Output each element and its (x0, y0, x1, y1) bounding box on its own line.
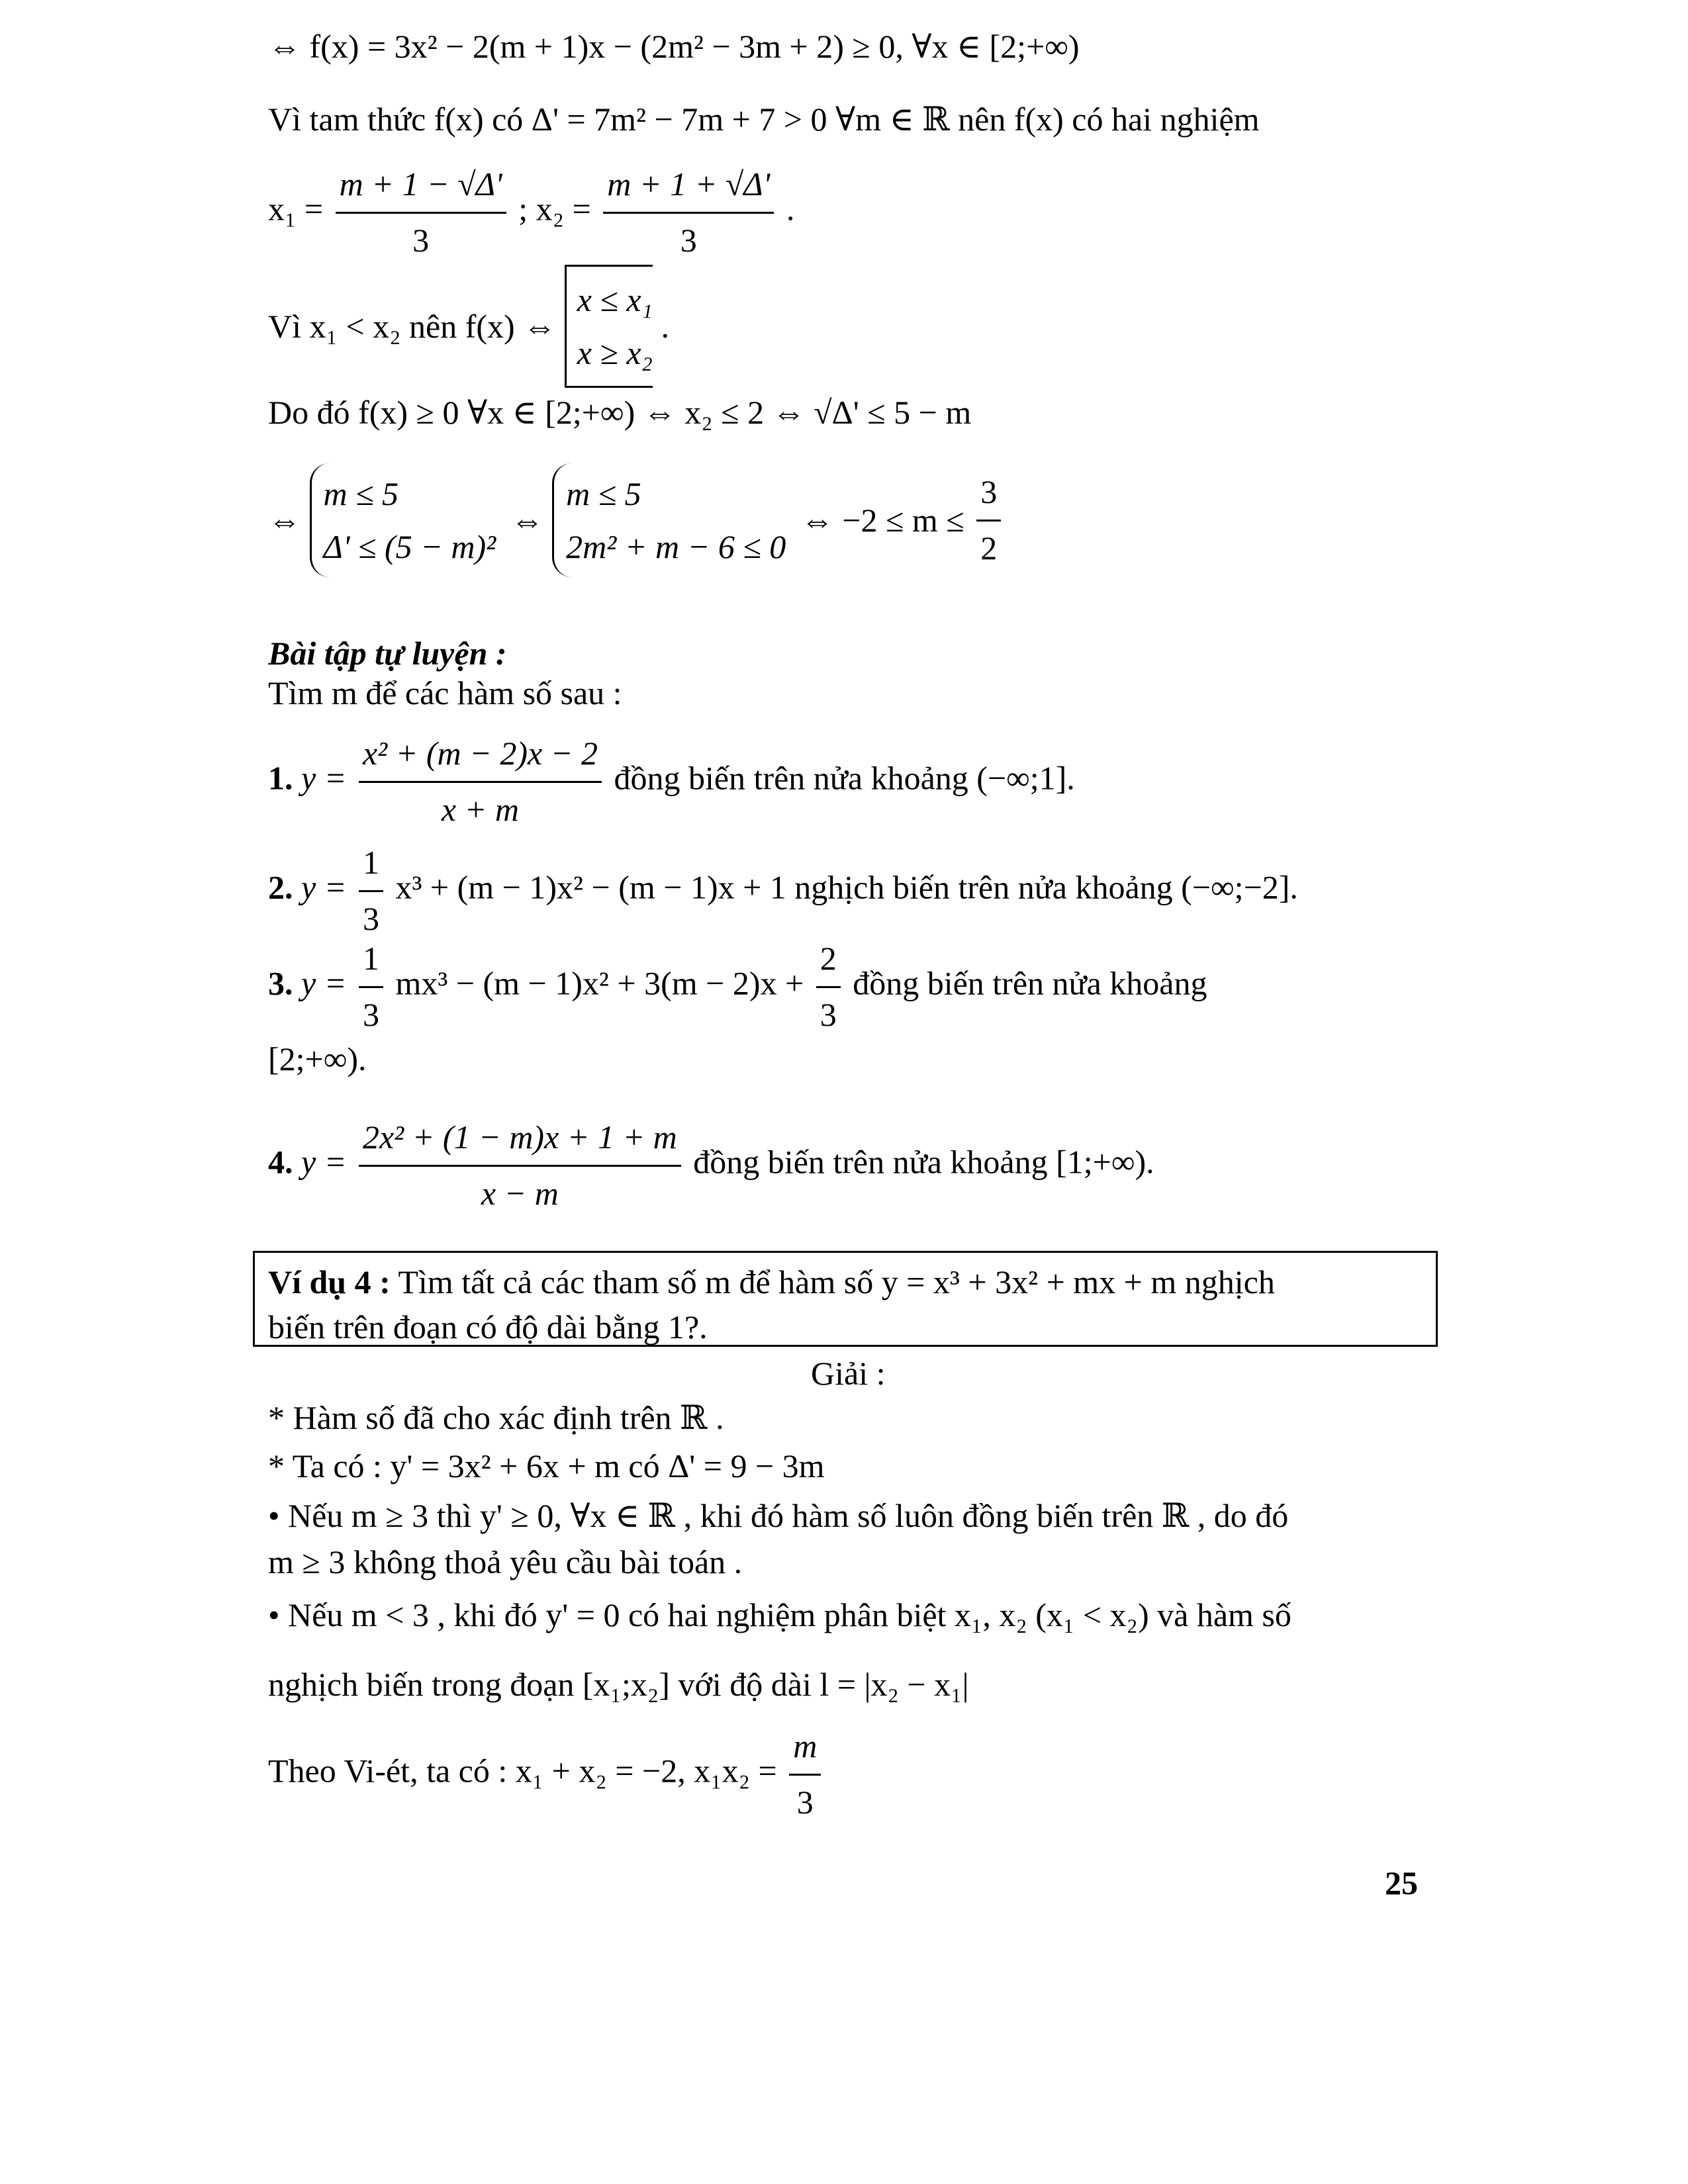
x1-denominator: 3 (412, 221, 430, 259)
roots-period: . (786, 190, 795, 228)
exercise-2-den: 3 (362, 899, 379, 937)
system-2 (552, 463, 786, 577)
solution-title: Giải : (811, 1355, 886, 1392)
system-1-row-2: Δ' ≤ (5 − m)² (323, 528, 496, 565)
page-number: 25 (1385, 1864, 1418, 1901)
equiv-2: ⇔ (510, 502, 544, 539)
exercises-intro: Tìm m để các hàm số sau : (268, 674, 622, 711)
x2-label: ; x₂ = (518, 190, 591, 228)
system-1 (310, 463, 496, 577)
discriminant-line: Vì tam thức f(x) có Δ' = 7m² − 7m + 7 > 0 ∀m ∈ ℝ nên f(x) có hai nghiệm (268, 101, 1260, 138)
exercise-1-num: x² + (m − 2)x − 2 (359, 735, 602, 783)
exercise-3-label: 3. (268, 964, 293, 1002)
solution-step-3: • Nếu m ≥ 3 thì y' ≥ 0, ∀x ∈ ℝ , khi đó hàm số luôn đồng biến trên ℝ , do đó (268, 1497, 1289, 1534)
solution-step-7 (268, 1727, 825, 1821)
exercise-3-f2-den: 3 (820, 995, 837, 1033)
roots-line (268, 165, 794, 259)
equiv-1: ⇔ (268, 502, 301, 539)
exercise-1-lhs: y = (301, 759, 347, 797)
exercise-2 (268, 844, 1298, 938)
exercises-heading: Bài tập tự luyện : (268, 635, 507, 672)
x1-numerator: m + 1 − √Δ' (336, 165, 506, 214)
exercise-3-tail: đồng biến trên nửa khoảng (853, 964, 1207, 1002)
cases-line (268, 265, 669, 388)
exercise-1-label: 1. (268, 759, 293, 797)
example-text-1: Tìm tất cả các tham số m để hàm số y = x³ + 3x² + mx + m nghịch (398, 1263, 1275, 1300)
x2-numerator: m + 1 + √Δ' (603, 165, 774, 214)
exercise-3-mid: mx³ − (m − 1)x² + 3(m − 2)x + (395, 964, 804, 1002)
cases-bracket (565, 265, 653, 388)
final-range: ⇔ −2 ≤ m ≤ (800, 502, 964, 539)
exercise-3-f2-num: 2 (816, 940, 841, 988)
system-1-row-1: m ≤ 5 (323, 475, 399, 512)
cases-lead: Vì x₁ < x₂ nên f(x) ⇔ (268, 308, 557, 345)
vieta-fraction (789, 1727, 821, 1821)
exercise-3-f1-den: 3 (362, 995, 379, 1033)
exercise-2-fraction (359, 844, 383, 938)
exercise-1 (268, 735, 1075, 829)
vieta-text: Theo Vi-ét, ta có : x₁ + x₂ = −2, x₁x₂ = (268, 1752, 777, 1790)
cases-period: . (661, 308, 669, 345)
exercise-4-lhs: y = (301, 1143, 347, 1181)
example-label: Ví dụ 4 : (268, 1263, 391, 1300)
exercise-3-lhs: y = (301, 964, 347, 1002)
exercise-3-f1-num: 1 (359, 940, 383, 988)
exercise-4 (268, 1118, 1154, 1212)
final-fraction-num: 3 (976, 473, 1001, 522)
solution-step-2: * Ta có : y' = 3x² + 6x + m có Δ' = 9 − 3m (268, 1447, 825, 1484)
solution-step-1: * Hàm số đã cho xác định trên ℝ . (268, 1399, 724, 1436)
exercise-3 (268, 940, 1207, 1034)
exercise-2-tail: x³ + (m − 1)x² − (m − 1)x + 1 nghịch biến trên nửa khoảng (−∞;−2]. (395, 868, 1298, 906)
condition-line: Do đó f(x) ≥ 0 ∀x ∈ [2;+∞) ⇔ x₂ ≤ 2 ⇔ √Δ' ≤ 5 − m (268, 394, 972, 431)
x1-label: x₁ = (268, 190, 324, 228)
exercise-4-label: 4. (268, 1143, 293, 1181)
system-2-row-1: m ≤ 5 (566, 475, 641, 512)
x1-fraction (336, 165, 506, 259)
exercise-2-lhs: y = (301, 868, 347, 906)
exercise-2-num: 1 (359, 844, 383, 892)
example-line-1 (268, 1265, 1275, 1298)
case-1: x ≤ x₁ (577, 281, 653, 318)
system-line (268, 463, 1005, 577)
exercise-3-fraction-2 (816, 940, 841, 1034)
solution-step-6: nghịch biến trong đoạn [x₁;x₂] với độ dài l = |x₂ − x₁| (268, 1666, 969, 1703)
exercise-3-continuation: [2;+∞). (268, 1040, 367, 1077)
exercise-2-label: 2. (268, 868, 293, 906)
vieta-num: m (789, 1727, 821, 1776)
final-fraction (976, 473, 1001, 567)
vieta-den: 3 (796, 1783, 814, 1821)
equation-line-1: ⇔ f(x) = 3x² − 2(m + 1)x − (2m² − 3m + 2) ≥ 0, ∀x ∈ [2;+∞) (268, 28, 1080, 65)
exercise-1-den: x + m (441, 790, 519, 828)
solution-step-5: • Nếu m < 3 , khi đó y' = 0 có hai nghiệm phân biệt x₁, x₂ (x₁ < x₂) và hàm số (268, 1596, 1291, 1633)
exercise-3-fraction-1 (359, 940, 383, 1034)
x2-denominator: 3 (680, 221, 697, 259)
solution-step-4: m ≥ 3 không thoả yêu cầu bài toán . (268, 1543, 743, 1580)
exercise-1-fraction (359, 735, 602, 829)
exercise-4-fraction (359, 1118, 681, 1212)
exercise-4-num: 2x² + (1 − m)x + 1 + m (359, 1118, 681, 1167)
exercise-1-tail: đồng biến trên nửa khoảng (−∞;1]. (614, 759, 1075, 797)
exercise-4-den: x − m (481, 1174, 559, 1212)
case-2: x ≥ x₂ (577, 334, 653, 371)
x2-fraction (603, 165, 774, 259)
exercise-4-tail: đồng biến trên nửa khoảng [1;+∞). (693, 1143, 1154, 1181)
final-fraction-den: 2 (980, 529, 998, 567)
example-line-2: biến trên đoạn có độ dài bằng 1?. (268, 1308, 708, 1345)
system-2-row-2: 2m² + m − 6 ≤ 0 (566, 528, 786, 565)
